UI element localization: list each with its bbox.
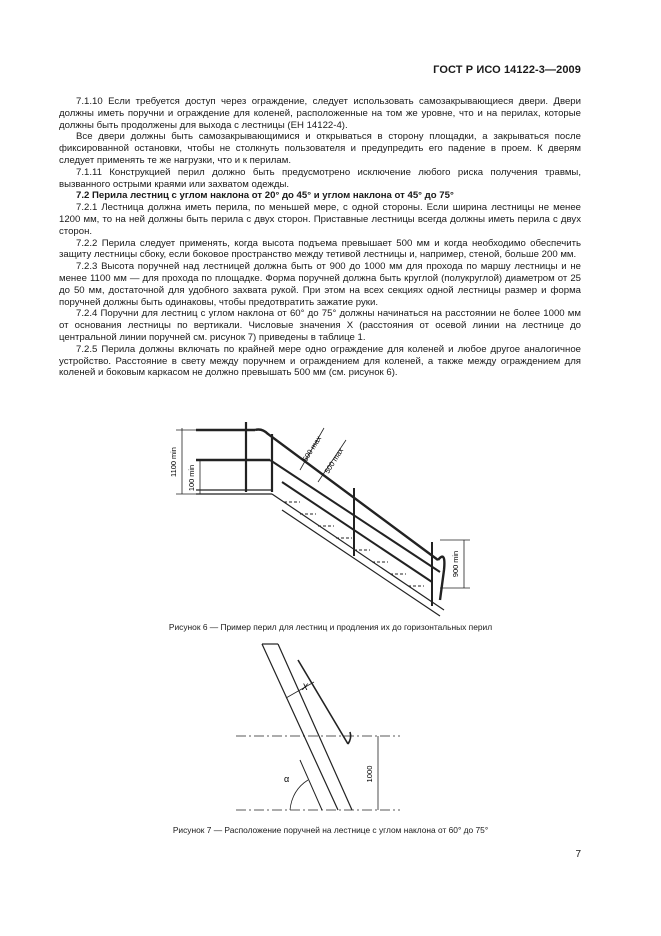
page-number: 7 [575,849,581,860]
figure-6-caption: Рисунок 6 — Пример перил для лестниц и продления их до горизонтальных перил [168,622,493,632]
label-height-1000: 1000 [365,765,374,783]
figure-6-stair-railing-drawing [0,410,661,620]
document-code: ГОСТ Р ИСО 14122-3—2009 [433,64,581,76]
label-x: X [302,682,309,692]
paragraph-7-2-4: 7.2.4 Поручни для лестниц с углом наклона от 60° до 75° должны начинаться на расстоянии не более 1000 мм от основания лестницы по вертикали. Числовые значения X (расстояния от осевой линии на лестнице до центральной линии поручней см. рисунок 7) приведены в таблице 1. [59,308,581,343]
label-gap-top: 500 max [300,434,324,464]
body-text [59,96,581,379]
paragraph-7-2-5: 7.2.5 Перила должны включать по крайней мере одно ограждение для коленей и любое другое аналогичное устройство. Расстояние в свету между поручнем и ограждением для коленей, а также между ограждением для коленей и боковым каркасом не должно превышать 500 мм (см. рисунок 6). [59,343,581,379]
label-landing-height: 1100 min [169,447,178,477]
paragraph-7-2-1: 7.2.1 Лестница должна иметь перила, по меньшей мере, с одной стороны. Если ширина лестницы не менее 1200 мм, то на ней должны быть перила с двух сторон. Приставные лестницы всегда должны иметь перила с двух сторон. [59,202,581,237]
label-gap-bottom: 500 max [322,446,346,476]
label-stair-height: 900 min [451,550,460,578]
figure-7-caption: Рисунок 7 — Расположение поручней на лестнице с углом наклона от 60° до 75° [172,825,489,835]
paragraph-doors: Все двери должны быть самозакрывающимися и открываться в сторону площадки, а закрываться после фиксированной остановки, чтобы не столкнуть пользователя и предупредить его падение в проем. К дверям следует применять те же нагрузки, что и к перилам. [59,131,581,166]
label-alpha: α [284,774,290,784]
paragraph-7-2-3: 7.2.3 Высота поручней над лестницей должна быть от 900 до 1000 мм для прохода по маршу лестницы и не менее 1100 мм — для прохода по площадке. Форма поручней должна быть круглой (полукруглой) диаметром от 25 до 50 мм, достаточной для удобного захвата рукой. При этом на всех секциях одной лестницы размер и форма поручней должны быть одинаковы, чтобы предотвратить зажатие руки. [59,261,581,308]
paragraph-7-2-2: 7.2.2 Перила следует применять, когда высота подъема превышает 500 мм и когда необходимо обеспечить защиту лестницы сбоку, если боковое пространство между тетивой лестницы и, например, стеной, больше 200 мм. [59,237,581,261]
paragraph-7-1-11: 7.1.11 Конструкцией перил должно быть предусмотрено исключение любого риска получения травмы, вызванного острыми краями или захватом одежды. [59,166,581,190]
figure-7-steep-stair-drawing [0,640,661,820]
section-heading-7-2: 7.2 Перила лестниц с углом наклона от 20° до 45° и углом наклона от 45° до 75° [76,190,454,202]
paragraph-7-1-10: 7.1.10 Если требуется доступ через ограждение, следует использовать самозакрывающиеся двери. Двери должны иметь поручни и ограждение для коленей, расположенные на том же уровне, что и на перилах, которые должны быть продолжены для выхода с лестницы (ЕН 14122-4). [59,96,581,131]
label-knee-height: 100 min [187,464,196,492]
